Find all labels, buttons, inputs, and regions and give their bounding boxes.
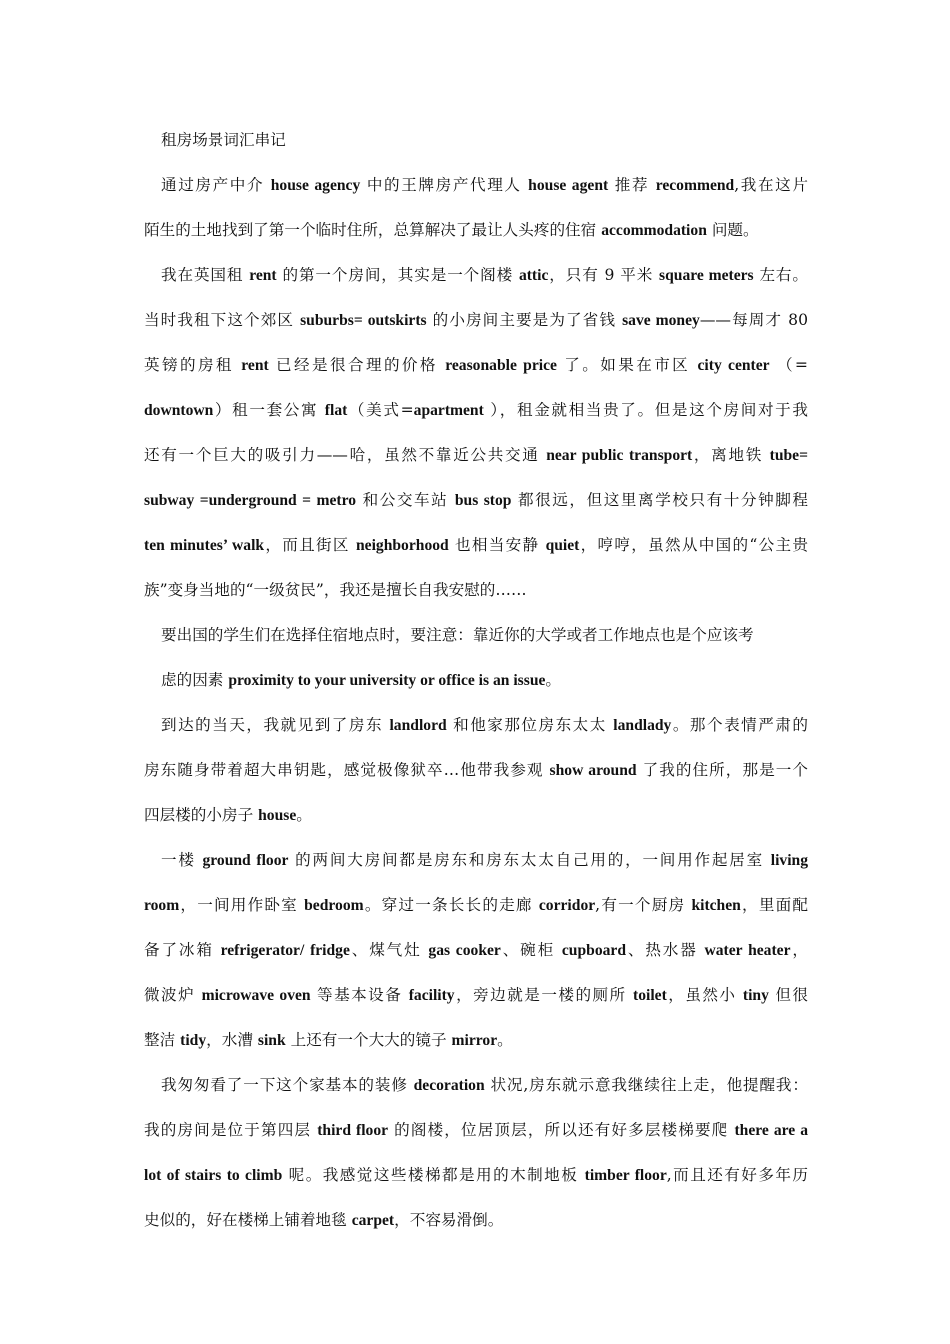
text-run: ，不容易滑倒。 [394,1211,504,1229]
text-run: 我匆匆看了一下这个家基本的装修 [161,1076,414,1094]
vocab-term: downtown [144,402,214,419]
vocab-term: apartment [413,402,484,419]
text-line [144,388,808,433]
text-line [144,1153,808,1198]
text-run: 上还有一个大大的镜子 [285,1031,452,1049]
text-run: 我在英国租 [161,266,250,284]
text-line [144,793,808,838]
text-line [144,928,808,973]
text-run: 。穿过一条长长的走廊 [363,896,539,914]
vocab-term: neighborhood [355,537,449,554]
text-run: 了我的住所，那是一个 [636,761,808,779]
text-line [144,1198,808,1243]
vocab-term: rent [241,357,269,374]
vocab-term: there are a [734,1122,808,1139]
vocab-term: recommend [655,177,735,194]
text-run: 了。如果在市区 [556,356,698,374]
text-run: 史似的，好在楼梯上铺着地毯 [144,1211,352,1229]
vocab-term: house [258,807,297,824]
text-run: ，哼哼，虽然从中国的“公主贵 [579,536,808,554]
text-run: 的第一个房间，其实是一个阁楼 [276,266,519,284]
text-run: 等基本设备 [310,986,409,1004]
document-body [144,118,808,1243]
text-line [144,433,808,478]
text-run: 陌生的土地找到了第一个临时住所，总算解决了最让人头疼的住宿 [144,221,602,239]
text-run: 、碗柜 [500,941,562,959]
text-line [144,613,808,658]
vocab-term: bus stop [454,492,512,509]
text-run: 中的王牌房产代理人 [360,176,529,194]
vocab-term: living [770,852,808,869]
text-run: 也相当安静 [448,536,546,554]
text-line [144,883,808,928]
vocab-term: city center [697,357,770,374]
vocab-term: attic [518,267,549,284]
vocab-term: tube= [769,447,808,464]
text-run: ，里面配 [740,896,808,914]
vocab-term: tiny [742,987,769,1004]
text-run: 的小房间主要是为了省钱 [426,311,623,329]
text-run: 整洁 [144,1031,181,1049]
text-line [144,343,808,388]
vocab-term: corridor [538,897,596,914]
text-run: ），租金就相当贵了。但是这个房间对于我 [483,401,808,419]
text-line [144,253,808,298]
vocab-term: carpet [351,1212,395,1229]
text-run: ,我在这片 [734,176,808,194]
vocab-term: toilet [633,987,667,1004]
text-run: ，只有 9 平米 [548,266,660,284]
text-run: ，虽然小 [666,986,743,1004]
text-run: 推荐 [608,176,656,194]
vocab-term: kitchen [691,897,741,914]
text-run: 英镑的房租 [144,356,242,374]
vocab-term: landlord [389,717,447,734]
text-run: ，而且街区 [264,536,356,554]
text-run: 房东随身带着超大串钥匙，感觉极像狱卒…他带我参观 [144,761,550,779]
text-line [144,703,808,748]
text-line [144,1063,808,1108]
text-line [144,748,808,793]
text-run: 呢。我感觉这些楼梯都是用的木制地板 [282,1166,585,1184]
text-run: 到达的当天，我就见到了房东 [161,716,390,734]
vocab-term: cupboard [561,942,627,959]
text-line [144,298,808,343]
vocab-term: house agency [270,177,361,194]
text-run: 。 [296,806,312,824]
vocab-term: suburbs= outskirts [300,312,427,329]
text-run: ， [790,941,808,959]
vocab-term: tidy [180,1032,207,1049]
text-run: ，旁边就是一楼的厕所 [454,986,634,1004]
text-run: 。 [545,671,562,689]
text-run: 四层楼的小房子 [144,806,259,824]
text-run: 族”变身当地的“一级贫民”，我还是擅长自我安慰的…… [144,581,527,599]
text-run: ,而且还有好多年历 [666,1166,808,1184]
text-line [144,838,808,883]
vocab-term: microwave oven [201,987,311,1004]
vocab-term: show around [549,762,637,779]
vocab-term: third floor [317,1122,389,1139]
text-line [144,478,808,523]
vocab-term: rent [249,267,277,284]
text-line [144,118,808,163]
text-run: 问题。 [706,221,759,239]
vocab-term: accommodation [601,222,707,239]
vocab-term: room [144,897,180,914]
text-run: 、煤气灶 [349,941,429,959]
text-run: 的两间大房间都是房东和房东太太自己用的，一间用作起居室 [288,851,771,869]
text-run: （= [769,356,809,374]
text-run: 状况,房东就示意我继续往上走，他提醒我： [484,1076,808,1094]
vocab-term: water heater [704,942,791,959]
text-run: 和公交车站 [356,491,455,509]
text-run: 和他家那位房东太太 [446,716,614,734]
vocab-term: ten minutes’ walk [144,537,265,554]
vocab-term: gas cooker [428,942,501,959]
text-line [144,568,808,613]
text-line [144,1018,808,1063]
vocab-term: house agent [528,177,609,194]
vocab-term: ground floor [202,852,289,869]
text-run: ,有一个厨房 [595,896,692,914]
text-run: 当时我租下这个郊区 [144,311,301,329]
text-run: 。 [497,1031,513,1049]
text-run: 要出国的学生们在选择住宿地点时，要注意：靠近你的大学或者工作地点也是个应该考 [161,626,754,644]
vocab-term: decoration [413,1077,485,1094]
vocab-term: bedroom [304,897,364,914]
text-line [144,973,808,1018]
text-run: ，水漕 [206,1031,258,1049]
text-line [144,163,808,208]
text-run: 左右。 [753,266,808,284]
text-run: ）租一套公寓 [213,401,325,419]
text-run: ，离地铁 [692,446,770,464]
text-run: 还有一个巨大的吸引力——哈，虽然不靠近公共交通 [144,446,547,464]
vocab-term: refrigerator/ fridge [220,942,350,959]
vocab-term: lot of stairs to climb [144,1167,283,1184]
vocab-term: square meters [659,267,754,284]
text-run: 我的房间是位于第四层 [144,1121,318,1139]
vocab-term: subway =underground = metro [144,492,357,509]
text-run: （美式= [347,401,414,419]
text-line [144,523,808,568]
text-line [144,658,808,703]
vocab-term: proximity to your university or office is an issue [228,672,546,689]
text-line [144,1108,808,1153]
text-run: 一楼 [161,851,203,869]
vocab-term: mirror [451,1032,498,1049]
text-line [144,208,808,253]
vocab-term: near public transport [546,447,693,464]
text-run: 但很 [768,986,808,1004]
text-run: 租房场景词汇串记 [161,131,286,149]
text-run: 通过房产中介 [161,176,271,194]
vocab-term: flat [324,402,348,419]
text-run: ，一间用作卧室 [179,896,305,914]
text-run: 。那个表情严肃的 [671,716,808,734]
vocab-term: landlady [613,717,672,734]
text-run: 已经是很合理的价格 [268,356,446,374]
text-run: 备了冰箱 [144,941,221,959]
text-run: ——每周才 80 [699,311,808,329]
text-run: 的阁楼，位居顶层，所以还有好多层楼梯要爬 [388,1121,735,1139]
vocab-term: timber floor [584,1167,667,1184]
vocab-term: facility [408,987,455,1004]
vocab-term: quiet [545,537,580,554]
text-run: 微波炉 [144,986,202,1004]
vocab-term: reasonable price [445,357,557,374]
text-run: 虑的因素 [161,671,229,689]
vocab-term: save money [622,312,700,329]
text-run: 都很远，但这里离学校只有十分钟脚程 [511,491,808,509]
text-run: 、热水器 [626,941,705,959]
vocab-term: sink [257,1032,286,1049]
